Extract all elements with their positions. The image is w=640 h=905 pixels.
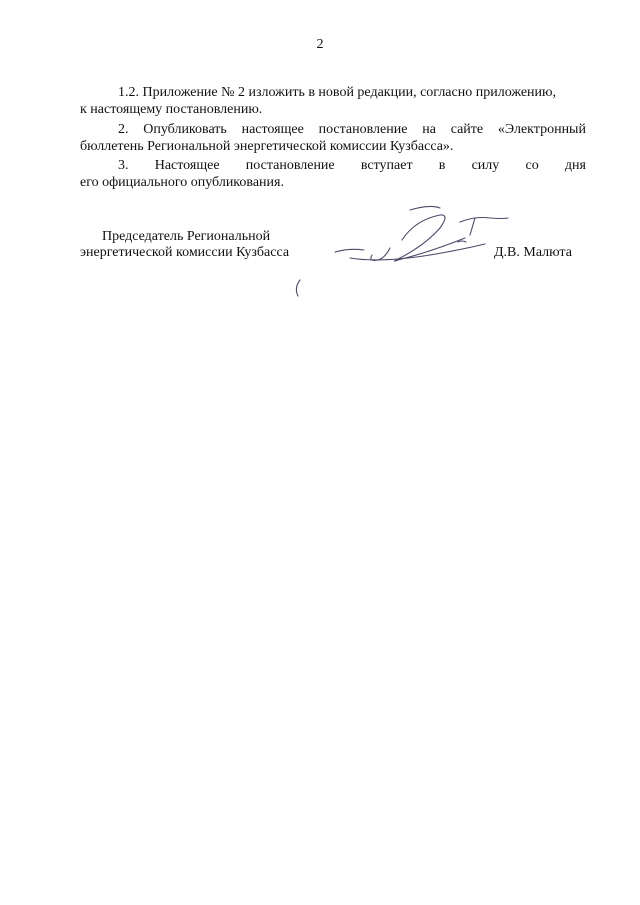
signatory-title-line-2: энергетической комиссии Кузбасса: [80, 245, 290, 260]
word: настоящее: [241, 122, 304, 137]
item-3-line-1: [118, 158, 586, 174]
word: Настоящее: [154, 158, 220, 173]
item-2-line-1: [118, 122, 586, 138]
word: постановление: [245, 158, 335, 173]
word: «Электронный: [497, 122, 586, 137]
word: в: [438, 158, 446, 173]
word: сайте: [450, 122, 484, 137]
word: вступает: [360, 158, 413, 173]
item-1-2-line-1: 1.2. Приложение № 2 изложить в новой редакции, согласно приложению,: [118, 85, 556, 100]
item-2-line-2: бюллетень Региональной энергетической комиссии Кузбасса».: [80, 139, 454, 154]
word: на: [422, 122, 436, 137]
word: дня: [564, 158, 586, 173]
signatory-title: [80, 229, 289, 261]
word: Опубликовать: [143, 122, 227, 137]
signatory-name: Д.В. Малюта: [494, 245, 572, 260]
item-number: 3.: [118, 158, 129, 173]
signatory-title-line-1: Председатель Региональной: [102, 229, 271, 244]
word: силу: [471, 158, 500, 173]
item-3-line-2: его официального опубликования.: [80, 175, 284, 190]
item-number: 2.: [118, 122, 129, 137]
handwritten-signature: [290, 200, 520, 300]
item-1-2-line-2: к настоящему постановлению.: [80, 102, 263, 117]
word: со: [525, 158, 539, 173]
word: постановление: [318, 122, 408, 137]
page-number: 2: [316, 37, 324, 52]
